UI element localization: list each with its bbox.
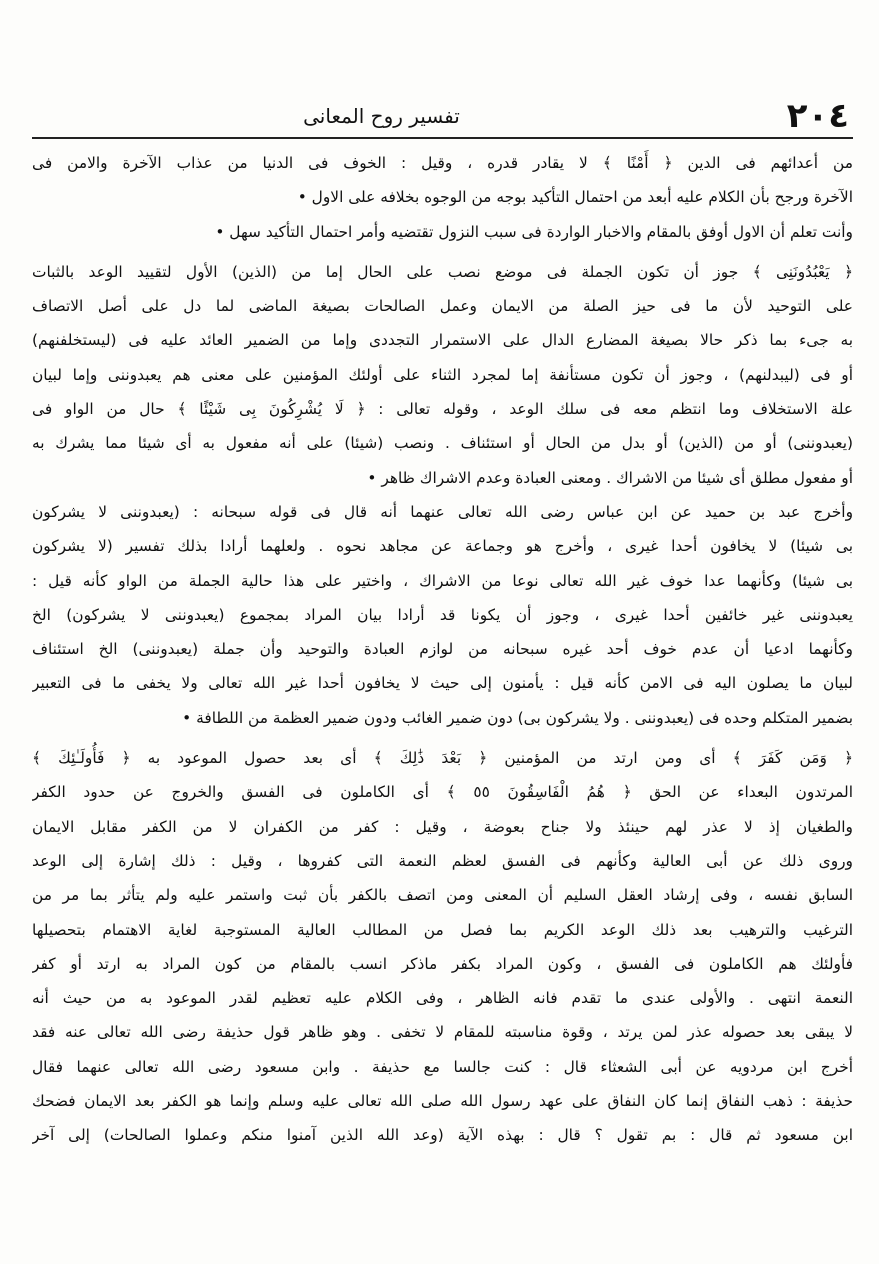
text-line: الآخرة ورجح بأن الكلام عليه أبعد من احتمال التأكيد بوجه من الوجوه بخلافه على الاول • — [297, 188, 853, 207]
text-line: أو مفعول مطلق أى شيئا من الاشراك . ومعنى العبادة وعدم الاشراك ظاهر • — [367, 468, 853, 487]
text-line: لبيان ما يصلون اليه فى الامن كأنه قيل : يأمنون إلى حيث لا يخافون أحدا غير الله تعالى ولا يخفى ما فى التعبير — [32, 674, 853, 693]
text-line: بضمير المتكلم وحده فى (يعبدوننى . ولا يشركون بى) دون ضمير الغائب ودون ضمير العظمة من اللطافة • — [182, 708, 853, 727]
text-line: على التوحيد لأن ما فى حيز الصلة من الايمان وعمل الصالحات بصيغة الماضى لما دل على أصل الاتصاف — [32, 297, 853, 316]
text-line: وروى ذلك عن أبى العالية وكأنهم فى الفسق لعظم النعمة التى كفروها ، وقيل : ذلك إشارة إلى الوعد — [32, 851, 853, 870]
header-rule — [32, 137, 853, 139]
text-line: يعبدوننى غير خائفين أحدا غيرى ، وجوز أن يكونا قد أرادا بيان المراد بمجموع (يعبدوننى لا يشركون) الخ — [32, 605, 853, 624]
text-line: علة الاستخلاف وما انتظم معه فى سلك الوعد ، وقوله تعالى : ﴿ لَا يُشْرِكُونَ بِى شَيْئًا ﴾ حال من الواو فى — [32, 400, 853, 419]
text-line: أو فى (ليبدلنهم) ، وجوز أن تكون مستأنفة إما لمجرد الثناء على أولئك المؤمنين على معنى هم يعبدوننى وإما لبيان — [32, 365, 853, 384]
text-line: بى شيئا) لا يخافون أحدا غيرى ، وأخرج هو وجماعة عن مجاهد نحوه . ولعلهما أرادا بذلك تفسير (لا يشركون — [32, 537, 853, 556]
text-line: وأخرج عبد بن حميد عن ابن عباس رضى الله تعالى عنهما أنه قال فى قوله سبحانه : (يعبدوننى لا يشركون — [32, 502, 853, 521]
text-line: فأولئك هم الكاملون فى الفسق ، وكون المراد بكفر ماذكر انسب بالمقام من كون المراد به ارتد أو كفر — [32, 954, 853, 973]
page-number: ٢٠٤ — [786, 96, 849, 136]
text-line: النعمة انتهى . والأولى عندى ما تقدم فانه الظاهر ، وفى الكلام عليه تعظيم لقدر الموعود به من حيث أنه — [32, 989, 853, 1008]
text-line: بى شيئا) وكأنهما عدا خوف غير الله تعالى نوعا من الاشراك ، واختير على هذا حالية الجملة من الواو كأنه قيل : — [32, 571, 853, 590]
text-line: ﴿ يَعْبُدُونَنِى ﴾ جوز أن تكون الجملة فى موضع نصب على الحال إما من (الذين) الأول لتقييد الوعد بالثبات — [32, 262, 853, 281]
text-line: أخرج ابن مردويه عن أبى الشعثاء قال : كنت جالسا مع حذيفة . وابن مسعود رضى الله تعالى عنهما فقال — [32, 1057, 853, 1076]
text-line: السابق نفسه ، وفى إرشاد العقل السليم أن المعنى ومن اتصف بالكفر بأن ثبت واستمر عليه ولم يتأثر بما مر من — [32, 886, 853, 905]
text-line: ابن مسعود ثم قال : بم تقول ؟ قال : بهذه الآية (وعد الله الذين آمنوا منكم وعملوا الصالحات) إلى آخر — [32, 1126, 853, 1145]
text-line: (يعبدوننى) أو من (الذين) أو بدل من الحال أو استئناف . ونصب (شيئا) على أنه مفعول به أى شيئا مما يشرك به — [32, 434, 853, 453]
text-line: ﴿ وَمَن كَفَرَ ﴾ أى ومن ارتد من المؤمنين ﴿ بَعْدَ ذَٰلِكَ ﴾ أى بعد حصول الموعود به ﴿ فَأُولَـٰئِكَ ﴾ — [32, 749, 853, 768]
text-line: حذيفة : ذهب النفاق إنما كان النفاق على عهد رسول الله صلى الله تعالى عليه وسلم وإنما هو الكفر بعد الايمان فضحك — [32, 1092, 853, 1111]
text-line: المرتدون البعداء عن الحق ﴿ هُمُ الْفَاسِقُونَ ٥٥ ﴾ أى الكاملون فى الفسق والخروج عن حدود الكفر — [32, 783, 853, 802]
text-line: وأنت تعلم أن الاول أوفق بالمقام والاخبار الواردة فى سبب النزول تقتضيه وأمر احتمال التأكيد سهل • — [215, 222, 853, 241]
text-line: لا يبقى بعد حصوله عذر لمن يرتد ، وقوة مناسبته للمقام لا تخفى . وهو ظاهر قول حذيفة رضى الله تعالى عنه فقد — [32, 1023, 853, 1042]
text-line: به جىء بما ذكر حالا بصيغة المضارع الدال على الاستمرار التجددى وإما من الضمير العائد عليه فى (ليستخلفنهم) — [32, 331, 853, 350]
running-title: تفسير روح المعانى — [303, 104, 460, 128]
text-line: والطغيان إذ لا عذر لهم حينئذ ولا جناح بعوضة ، وقيل : كفر من الكفران لا من الكفر مقابل الايمان — [32, 817, 853, 836]
text-line: من أعدائهم فى الدين ﴿ أَمْنًا ﴾ لا يقادر قدره ، وقيل : الخوف فى الدنيا من عذاب الآخرة والامن فى — [32, 154, 853, 172]
text-line: الترغيب والترهيب بعد ذلك الوعد الكريم بما فصل من المطالب العالية المستوجبة لغاية الاهتمام بتحصيلها — [32, 920, 853, 939]
page-header — [32, 96, 849, 136]
body-text — [32, 146, 853, 1153]
text-line: وكأنهما ادعيا أن عدم خوف أحد غيره سبحانه من لوازم العبادة والتوحيد وأن جملة (يعبدوننى) الخ استئناف — [32, 640, 853, 659]
